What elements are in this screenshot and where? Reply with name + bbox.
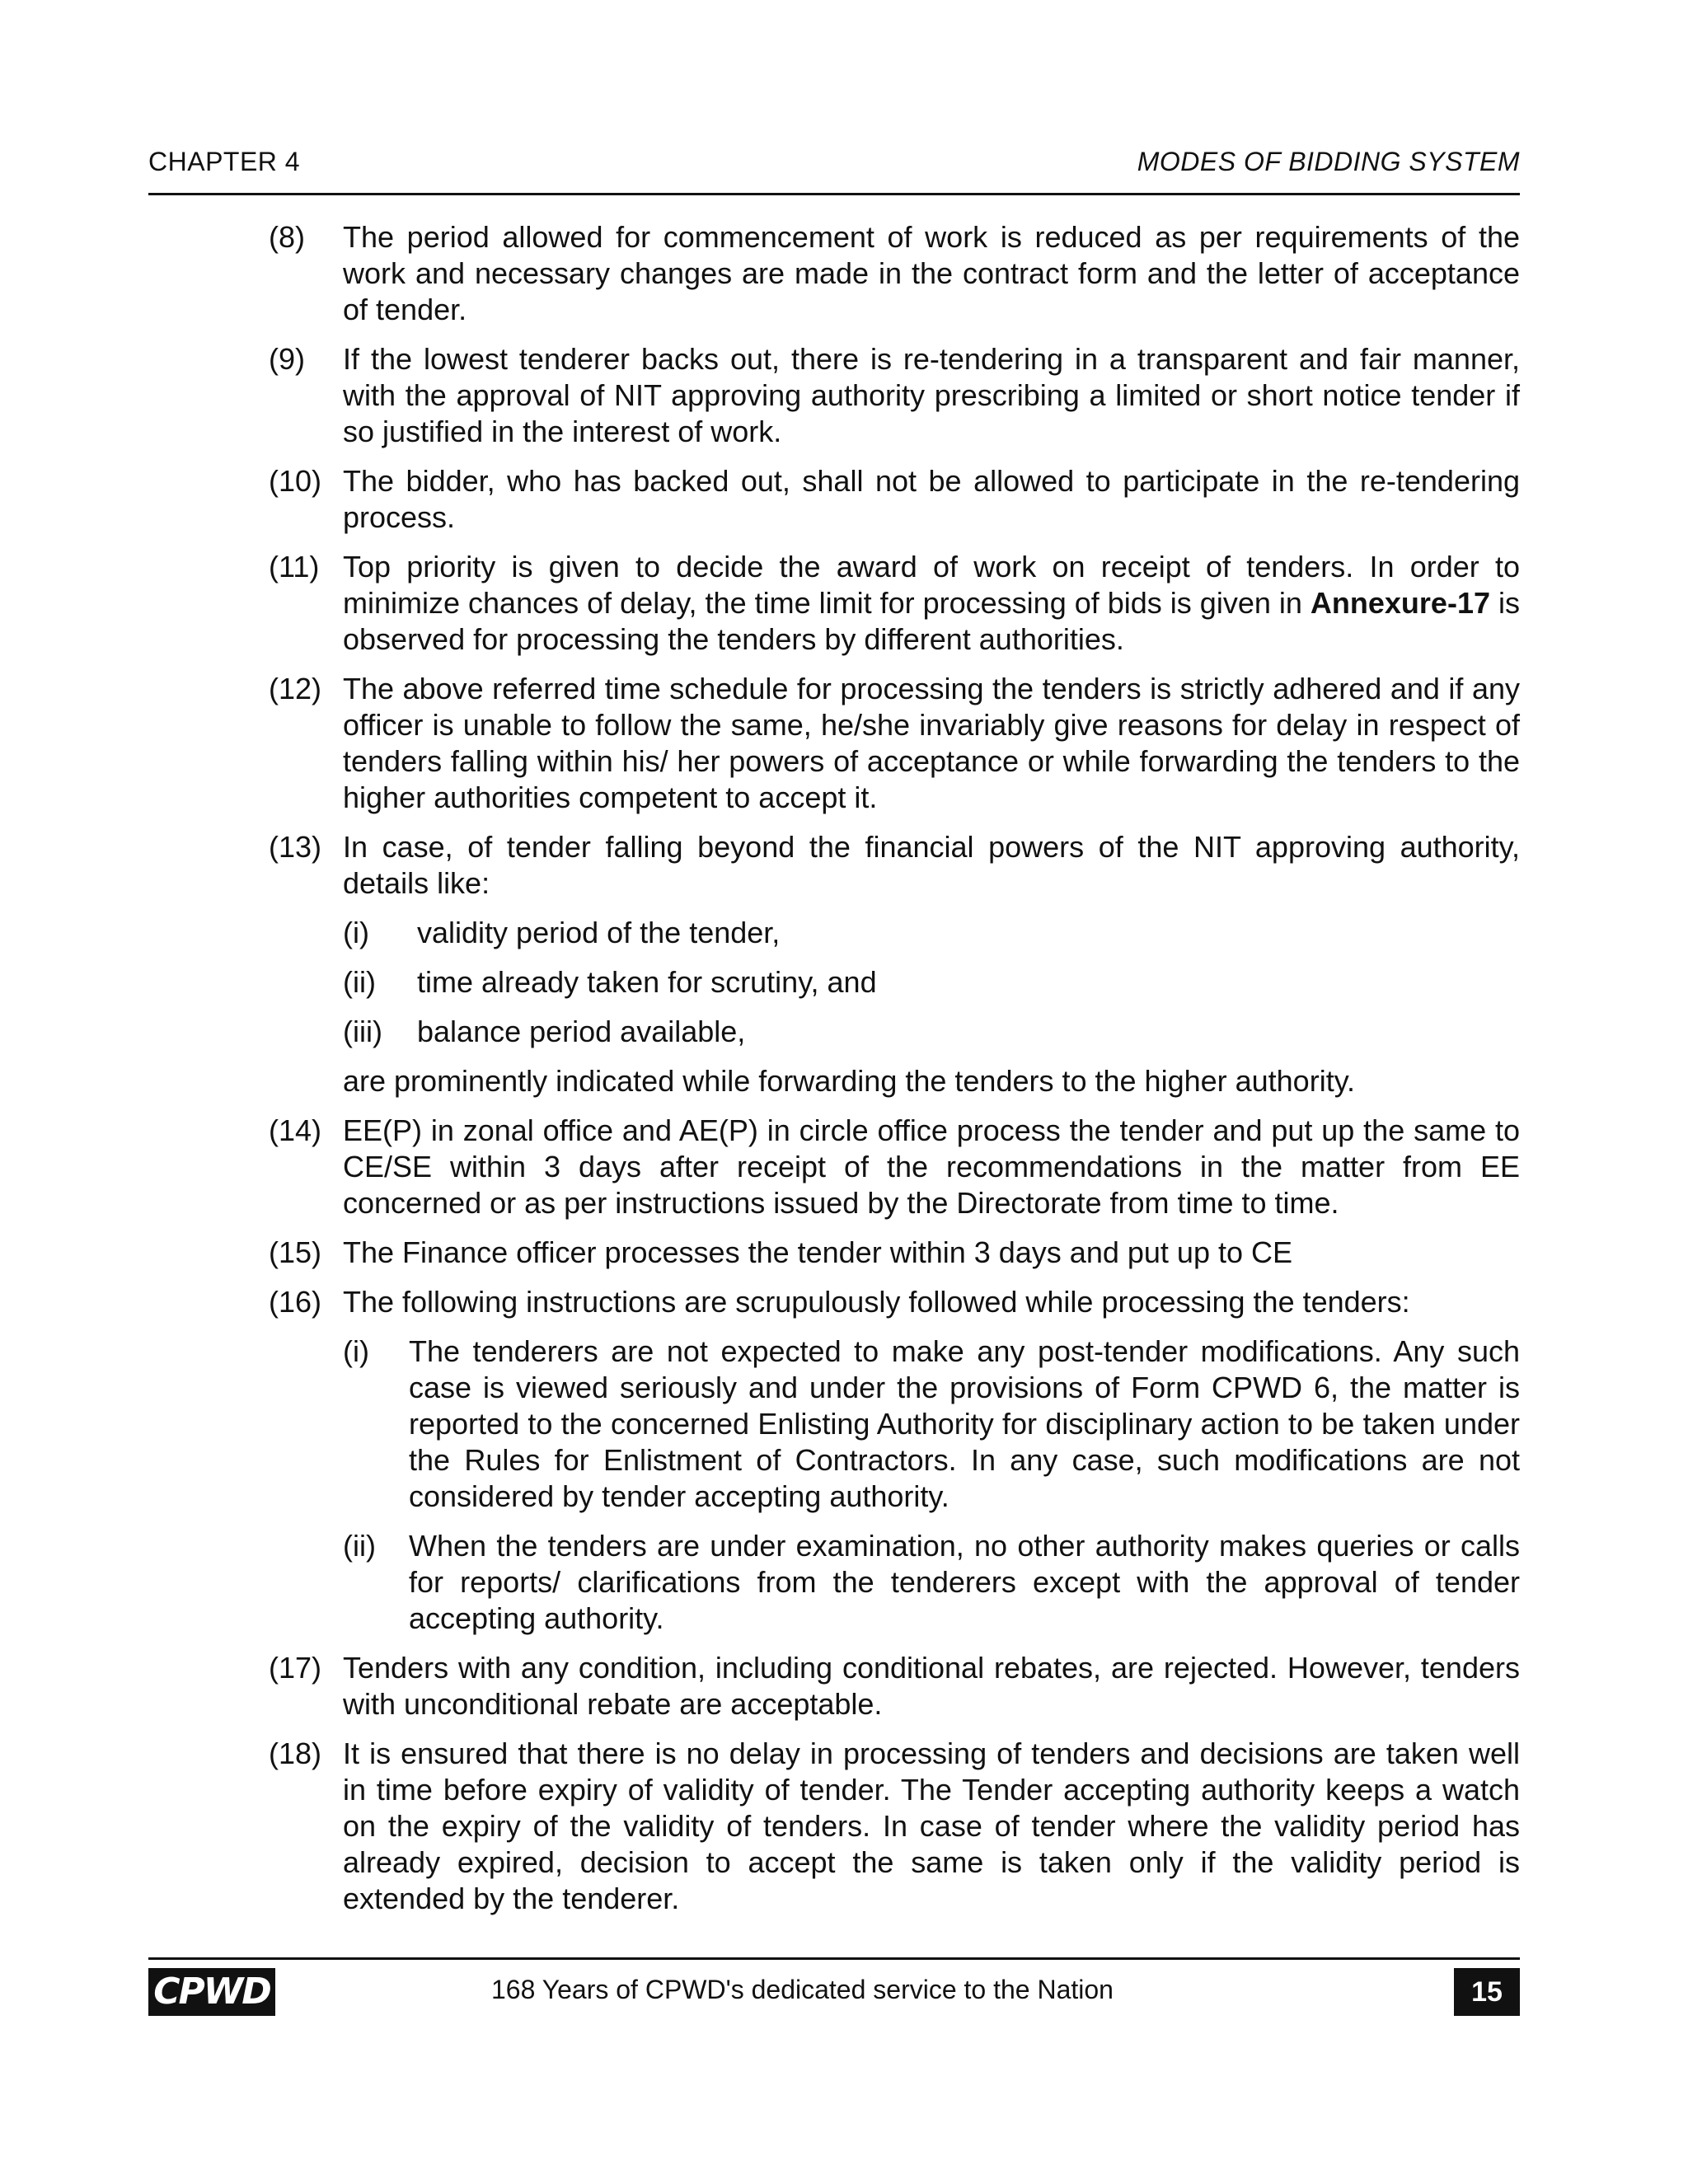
item-text: The bidder, who has backed out, shall not be allowed to participate in the re-tendering process.	[343, 464, 1520, 534]
cpwd-logo: CPWD	[148, 1968, 275, 2016]
sub-item	[343, 1014, 1520, 1050]
chapter-label: CHAPTER 4	[148, 147, 301, 176]
item-number: (8)	[269, 220, 305, 254]
item-text: In case, of tender falling beyond the financial powers of the NIT approving authority, details like:	[343, 830, 1520, 900]
item-text: Top priority is given to decide the award of work on receipt of tenders. In order to minimize chances of delay, the time limit for processing of bids is given in	[343, 550, 1520, 620]
sub-item-number: (i)	[343, 916, 369, 949]
sub-item-text: validity period of the tender,	[417, 916, 781, 949]
item-number: (11)	[269, 550, 320, 583]
page-number: 15	[1454, 1968, 1520, 2016]
footer-tagline: 168 Years of CPWD's dedicated service to the Nation	[491, 1975, 1114, 2004]
sub-item	[343, 915, 1520, 951]
list-item-14	[148, 1113, 1520, 1221]
page-header	[148, 140, 1520, 190]
item-text: The following instructions are scrupulously followed while processing the tenders:	[343, 1285, 1410, 1319]
sub-item	[343, 1528, 1520, 1637]
list-item-15	[148, 1235, 1520, 1271]
item-number: (15)	[269, 1235, 322, 1269]
item-text: It is ensured that there is no delay in processing of tenders and decisions are taken well in time before expiry of validity of tender. The Tender accepting authority keeps a watch on the expiry of the validity of tenders. In case of tender where the validity period has already expired, decision to accept the same is taken only if the validity period is extended by the tenderer.	[343, 1736, 1520, 1915]
list-item-11	[148, 549, 1520, 658]
list-item-12	[148, 671, 1520, 816]
item-text-continued: is observed for processing the tenders by different authorities.	[343, 586, 1520, 656]
section-title: MODES OF BIDDING SYSTEM	[1137, 147, 1520, 176]
sub-item-number: (ii)	[343, 1529, 376, 1563]
sub-item-text: The tenderers are not expected to make any post-tender modifications. Any such case is viewed seriously and under the provisions of Form CPWD 6, the matter is reported to the concerned Enlisting Authority for disciplinary action to be taken under the Rules for Enlistment of Contractors. In any case, such modifications are not considered by tender accepting authority.	[409, 1334, 1520, 1513]
document-body	[148, 219, 1520, 1930]
sub-item-text: balance period available,	[417, 1015, 746, 1048]
item-number: (12)	[269, 672, 322, 705]
item-text: The Finance officer processes the tender within 3 days and put up to CE	[343, 1235, 1292, 1269]
item-text: If the lowest tenderer backs out, there is re-tendering in a transparent and fair manner, with the approval of NIT approving authority prescribing a limited or short notice tender if so justified in the interest of work.	[343, 342, 1520, 448]
item-number: (13)	[269, 830, 322, 864]
item-text: The period allowed for commencement of work is reduced as per requirements of the work and necessary changes are made in the contract form and the letter of acceptance of tender.	[343, 220, 1520, 326]
list-item-18	[148, 1736, 1520, 1917]
annexure-reference: Annexure-17	[1310, 586, 1490, 620]
item-text: The above referred time schedule for processing the tenders is strictly adhered and if any officer is unable to follow the same, he/she invariably give reasons for delay in respect of tenders falling within his/ her powers of acceptance or while forwarding the tenders to the higher authorities competent to accept it.	[343, 672, 1520, 814]
item-number: (9)	[269, 342, 305, 376]
list-item-16	[148, 1284, 1520, 1637]
sub-item-number: (iii)	[343, 1015, 382, 1048]
list-item-17	[148, 1650, 1520, 1722]
item-number: (17)	[269, 1651, 322, 1685]
item-number: (10)	[269, 464, 322, 498]
item-number: (18)	[269, 1736, 322, 1770]
sub-item	[343, 964, 1520, 1001]
list-item-13	[148, 829, 1520, 1099]
item-number: (16)	[269, 1285, 322, 1319]
item-number: (14)	[269, 1113, 322, 1147]
list-item-8	[148, 219, 1520, 328]
sub-item	[343, 1333, 1520, 1515]
item-closing-text: are prominently indicated while forwarding the tenders to the higher authority.	[343, 1064, 1356, 1098]
list-item-10	[148, 463, 1520, 536]
list-item-9	[148, 341, 1520, 450]
sub-item-number: (ii)	[343, 965, 376, 999]
item-text: EE(P) in zonal office and AE(P) in circle office process the tender and put up the same to CE/SE within 3 days after receipt of the recommendations in the matter from EE concerned or as per instructions issued by the Directorate from time to time.	[343, 1113, 1520, 1220]
sub-item-number: (i)	[343, 1334, 369, 1368]
sub-item-text: When the tenders are under examination, no other authority makes queries or calls for reports/ clarifications from the tenderers except with the approval of tender accepting authority.	[409, 1529, 1520, 1635]
footer-rule	[148, 1957, 1520, 1960]
sub-item-text: time already taken for scrutiny, and	[417, 965, 877, 999]
item-text: Tenders with any condition, including conditional rebates, are rejected. However, tenders with unconditional rebate are acceptable.	[343, 1651, 1520, 1721]
header-rule	[148, 193, 1520, 195]
